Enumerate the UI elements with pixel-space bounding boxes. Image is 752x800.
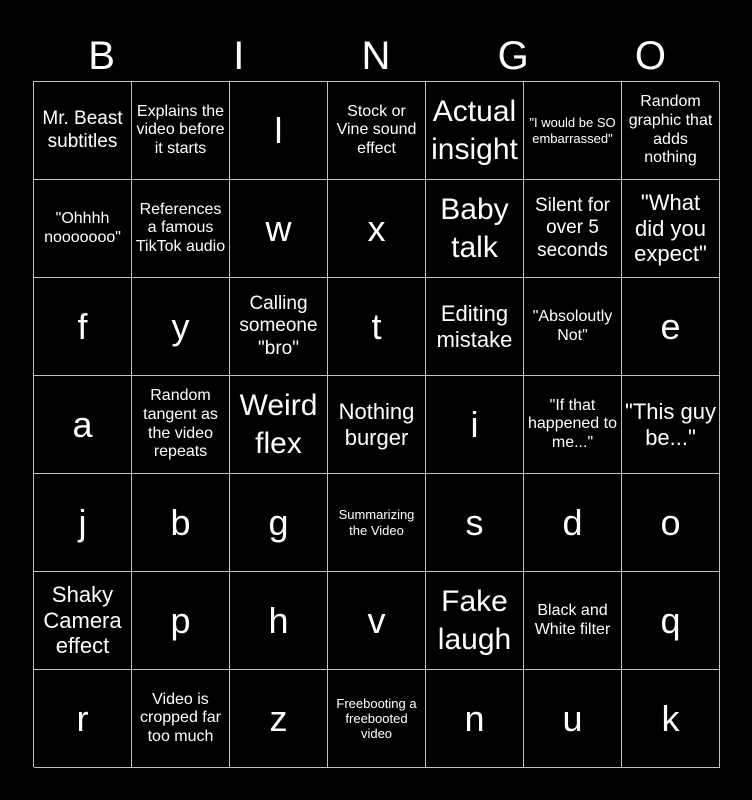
bingo-cell[interactable]: "Absoloutly Not" — [524, 278, 622, 376]
bingo-cell[interactable]: Explains the video before it starts — [132, 82, 230, 180]
bingo-cell[interactable]: e — [622, 278, 720, 376]
bingo-cell[interactable]: l — [230, 82, 328, 180]
header-letter-o: O — [634, 34, 666, 78]
header-letter-n: N — [361, 34, 391, 78]
bingo-cell[interactable]: "Ohhhh nooooooo" — [34, 180, 132, 278]
bingo-cell[interactable]: n — [426, 670, 524, 768]
bingo-cell[interactable]: Freebooting a freebooted video — [328, 670, 426, 768]
bingo-cell[interactable]: a — [34, 376, 132, 474]
bingo-cell[interactable]: Black and White filter — [524, 572, 622, 670]
bingo-cell[interactable]: Weird flex — [230, 376, 328, 474]
bingo-cell[interactable]: r — [34, 670, 132, 768]
bingo-cell[interactable]: p — [132, 572, 230, 670]
bingo-cell[interactable]: y — [132, 278, 230, 376]
header-letter-g: G — [497, 34, 529, 78]
bingo-cell[interactable]: f — [34, 278, 132, 376]
bingo-cell[interactable]: Random graphic that adds nothing — [622, 82, 720, 180]
bingo-cell[interactable]: h — [230, 572, 328, 670]
bingo-cell[interactable]: i — [426, 376, 524, 474]
bingo-cell[interactable]: k — [622, 670, 720, 768]
bingo-cell[interactable]: b — [132, 474, 230, 572]
bingo-cell[interactable]: w — [230, 180, 328, 278]
header-letter-i: I — [233, 34, 245, 78]
bingo-cell[interactable]: Stock or Vine sound effect — [328, 82, 426, 180]
bingo-cell[interactable]: u — [524, 670, 622, 768]
bingo-header — [33, 32, 719, 80]
bingo-cell[interactable]: References a famous TikTok audio — [132, 180, 230, 278]
bingo-cell[interactable]: Summarizing the Video — [328, 474, 426, 572]
bingo-cell[interactable]: t — [328, 278, 426, 376]
bingo-cell[interactable]: Nothing burger — [328, 376, 426, 474]
bingo-cell[interactable]: Actual insight — [426, 82, 524, 180]
header-letter-b: B — [88, 34, 115, 78]
bingo-cell[interactable]: Random tangent as the video repeats — [132, 376, 230, 474]
bingo-cell[interactable]: Baby talk — [426, 180, 524, 278]
bingo-cell[interactable]: o — [622, 474, 720, 572]
bingo-cell[interactable]: "I would be SO embarrassed" — [524, 82, 622, 180]
bingo-board — [33, 81, 719, 767]
bingo-cell[interactable]: "If that happened to me..." — [524, 376, 622, 474]
bingo-cell[interactable]: Editing mistake — [426, 278, 524, 376]
bingo-cell[interactable]: Fake laugh — [426, 572, 524, 670]
bingo-cell[interactable]: "This guy be..." — [622, 376, 720, 474]
bingo-cell[interactable]: Mr. Beast subtitles — [34, 82, 132, 180]
bingo-cell[interactable]: x — [328, 180, 426, 278]
bingo-cell[interactable]: Shaky Camera effect — [34, 572, 132, 670]
bingo-cell[interactable]: Video is cropped far too much — [132, 670, 230, 768]
bingo-cell[interactable]: d — [524, 474, 622, 572]
bingo-cell[interactable]: Silent for over 5 seconds — [524, 180, 622, 278]
bingo-cell[interactable]: v — [328, 572, 426, 670]
bingo-cell[interactable]: Calling someone "bro" — [230, 278, 328, 376]
bingo-cell[interactable]: g — [230, 474, 328, 572]
bingo-cell[interactable]: "What did you expect" — [622, 180, 720, 278]
bingo-cell[interactable]: q — [622, 572, 720, 670]
bingo-cell[interactable]: s — [426, 474, 524, 572]
bingo-cell[interactable]: j — [34, 474, 132, 572]
bingo-cell[interactable]: z — [230, 670, 328, 768]
